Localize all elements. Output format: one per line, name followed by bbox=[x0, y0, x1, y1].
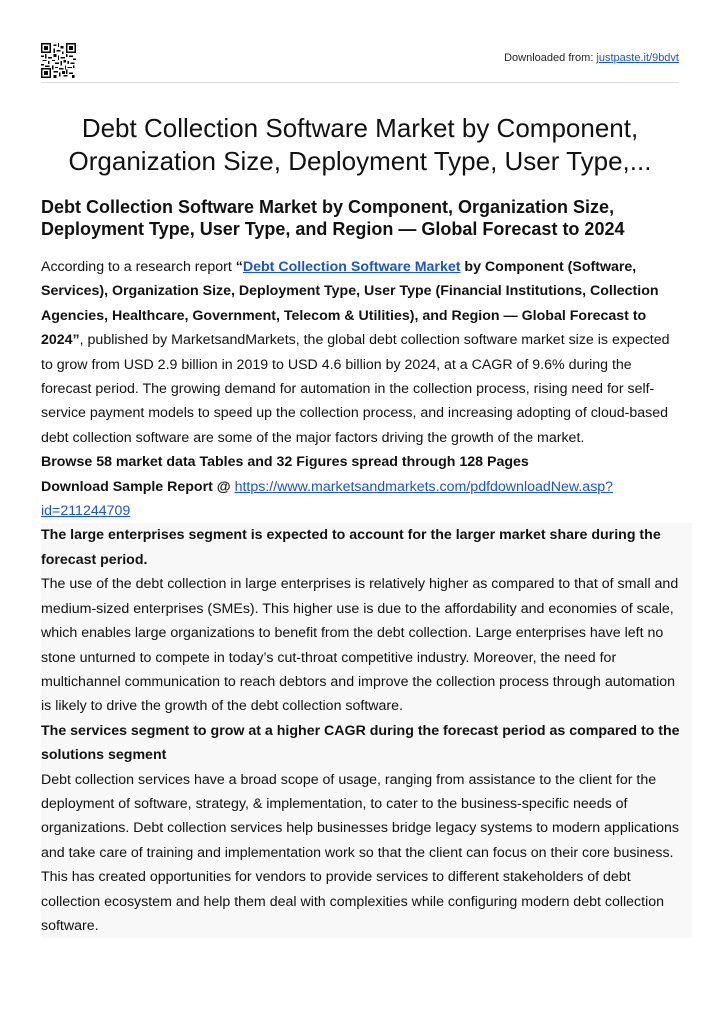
report-title-rest: by Component (Software, Services), Organization Size, Deployment Type, User Type (Financial Institutions, Collection Agencies, Healthcare, Government, Telecom & Utilities), and Region — Global Forecast to 2024” bbox=[41, 259, 659, 349]
section1-body: The use of the debt collection in large enterprises is relatively higher as compared to that of small and medium-sized enterprises (SMEs). This higher use is due to the affordability and economies of scale, which enables large organizations to benefit from the debt collection. Large enterprises have left no stone unturned to compete in today’s cut-throat competitive industry. Moreover, the need for multichannel communication to reach debtors and improve the collection process through automation is likely to drive the growth of the debt collection software. bbox=[41, 576, 679, 715]
intro-lead: According to a research report bbox=[41, 259, 236, 275]
section2-body: Debt collection services have a broad scope of usage, ranging from assistance to the client for the deployment of software, strategy, & implementation, to cater to the business-specific needs of organizations. Debt collection services help businesses bridge legacy systems to modern applications and take care of training and implementation work so that the client can focus on their core business. This has created opportunities for vendors to provide services to different stakeholders of debt collection ecosystem and help them deal with complexities while configuring modern debt collection software. bbox=[41, 771, 679, 934]
report-link[interactable]: Debt Collection Software Market bbox=[242, 259, 461, 275]
sample-report-link[interactable]: https://www.marketsandmarkets.com/pdfdownloadNew.asp?id=211244709 bbox=[41, 478, 614, 520]
header-divider bbox=[41, 82, 679, 83]
section-services bbox=[41, 719, 692, 939]
download-source bbox=[504, 52, 679, 64]
download-label: Downloaded from: bbox=[504, 52, 597, 64]
download-source-link[interactable]: justpaste.it/9bdvt bbox=[596, 52, 679, 64]
section-large-enterprises bbox=[41, 523, 692, 718]
qr-code-icon bbox=[41, 43, 76, 78]
browse-text: Browse 58 market data Tables and 32 Figures spread through 128 Pages bbox=[41, 454, 529, 471]
intro-paragraph bbox=[41, 255, 684, 450]
page-title: Debt Collection Software Market by Component, Organization Size, Deployment Type, User Type,... bbox=[68, 113, 652, 176]
intro-body: , published by MarketsandMarkets, the global debt collection software market size is expected to grow from USD 2.9 billion in 2019 to USD 4.6 billion by 2024, at a CAGR of 9.6% during the forecast period. The growing demand for automation in the collection process, rising need for self-service payment models to speed up the collection process, and increasing adopting of cloud-based debt collection software are some of the major factors driving the growth of the market. bbox=[41, 332, 670, 446]
sample-label: Download Sample Report @ bbox=[41, 478, 235, 495]
section2-heading: The services segment to grow at a higher CAGR during the forecast period as compared to the solutions segment bbox=[41, 722, 680, 764]
browse-line bbox=[41, 450, 684, 474]
article-body bbox=[41, 255, 684, 938]
section1-heading: The large enterprises segment is expected to account for the larger market share during the forecast period. bbox=[41, 527, 661, 568]
report-quote-open: “ bbox=[235, 259, 243, 275]
sample-line bbox=[41, 475, 684, 524]
page-subtitle: Debt Collection Software Market by Component, Organization Size, Deployment Type, User Type, and Region — Global Forecast to 2024 bbox=[41, 197, 625, 239]
